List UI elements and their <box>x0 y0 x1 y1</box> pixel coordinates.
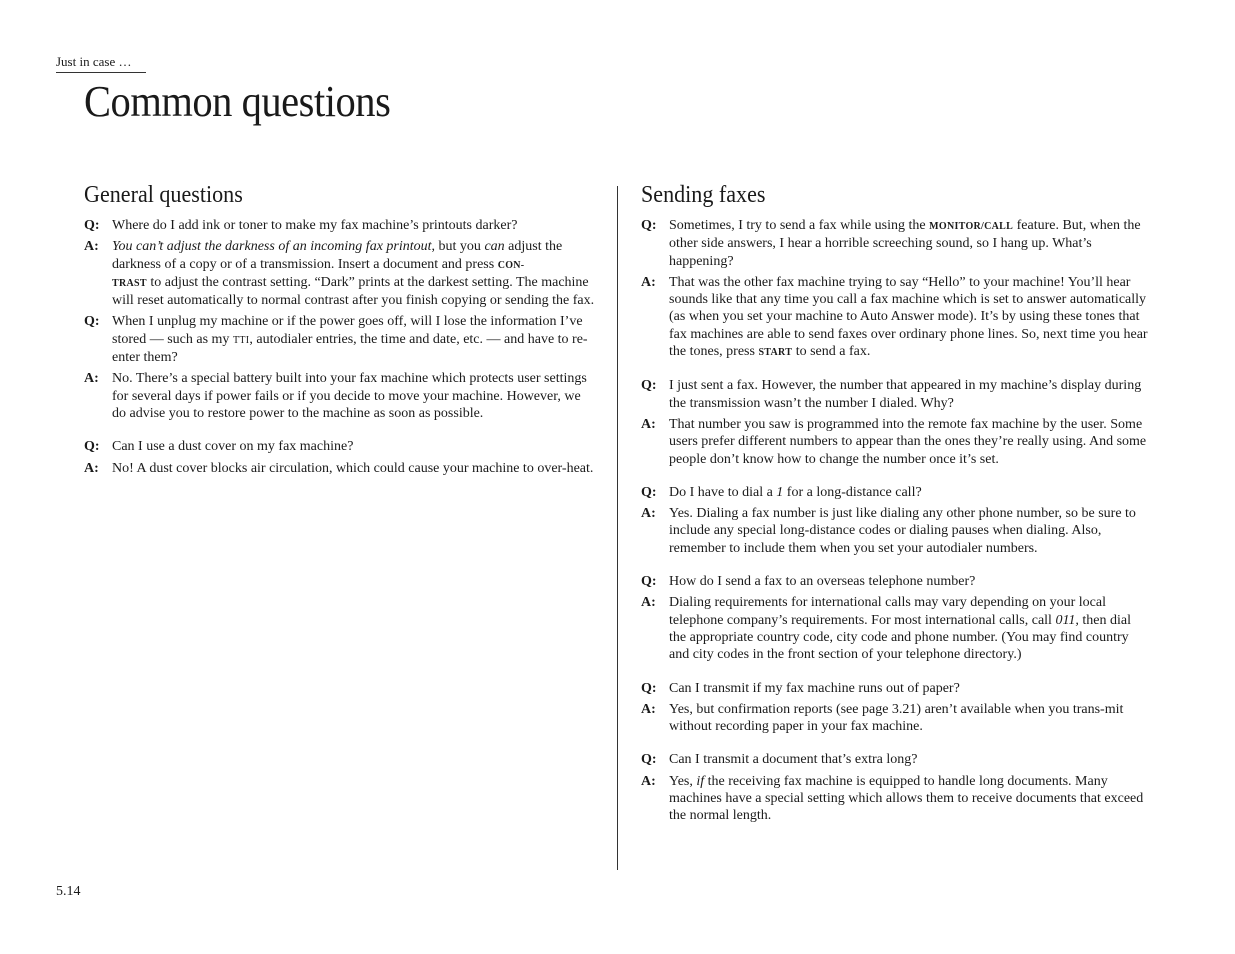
question-row <box>84 313 596 366</box>
answer-text <box>112 238 596 309</box>
a-label: A: <box>641 595 656 611</box>
text-run: for a long-distance call? <box>783 484 922 500</box>
q-label: Q: <box>641 574 657 590</box>
question-row <box>641 377 1149 412</box>
q-label: Q: <box>641 378 657 394</box>
answer-text <box>669 594 1149 663</box>
a-label: A: <box>84 371 99 387</box>
question-text: Where do I add ink or toner to make my fax machine’s printouts darker? <box>112 218 518 233</box>
q-label: Q: <box>84 439 100 455</box>
answer-row <box>641 274 1149 361</box>
question-text <box>669 484 1149 501</box>
text-run: Sometimes, I try to send a fax while using the <box>669 218 930 233</box>
question-text: How do I send a fax to an overseas telephone number? <box>669 574 976 590</box>
answer-text: Yes, but confirmation reports (see page 3.21) aren’t available when you trans-mit without recording paper in your fax machine. <box>669 701 1124 735</box>
qa-list <box>641 217 1149 825</box>
qa-list <box>84 217 596 477</box>
text-run: to adjust the contrast setting. “Dark” prints at the darkest setting. The machine will reset automatically to normal contrast after you finish copying or sending the fax. <box>112 274 595 309</box>
text-run: , but you <box>431 239 485 255</box>
text-run: Do I have to dial a <box>669 484 777 500</box>
page-number: 5.14 <box>56 884 81 899</box>
column-divider <box>617 186 618 870</box>
question-text: I just sent a fax. However, the number that appeared in my machine’s display during the transmission wasn’t the number I dialed. Why? <box>669 378 1142 411</box>
answer-row <box>641 416 1149 468</box>
question-text <box>669 217 1149 270</box>
q-label: Q: <box>641 680 657 696</box>
text-run: the receiving fax machine is equipped to handle long documents. Many machines have a special setting which allows them to receive documents that exceed the normal length. <box>669 773 1144 824</box>
question-row <box>641 484 1149 501</box>
text-run: adjust the darkness of a copy or of a transmission. Insert a document and press <box>112 239 563 272</box>
answer-row <box>641 594 1149 663</box>
question-row <box>641 573 1149 590</box>
emphasis: 011, <box>1055 612 1079 628</box>
question-row <box>641 751 1149 768</box>
emphasis: can <box>484 239 505 255</box>
question-text: Can I transmit if my fax machine runs out of paper? <box>669 680 960 696</box>
answer-text: That number you saw is programmed into the remote fax machine by the user. Some users prefer different numbers to appear than the ones they’re really using. And some people don’t know how to change the number once it’s set. <box>669 416 1147 467</box>
key-name: MONITOR/CALL <box>929 221 1014 232</box>
a-label: A: <box>641 416 656 432</box>
emphasis: You can’t adjust the darkness of an incoming fax printout <box>112 239 432 255</box>
answer-text: Yes. Dialing a fax number is just like dialing any other phone number, so be sure to include any special long-distance codes or dialing pauses when dialing. Also, remember to include them when you set your autodialer numbers. <box>669 506 1136 556</box>
question-text: Can I use a dust cover on my fax machine? <box>112 439 354 455</box>
text-run: Dialing requirements for international calls may vary depending on your local telephone company’s requirements. For most international calls, call <box>669 595 1106 628</box>
emphasis: 1 <box>776 484 784 500</box>
question-row <box>641 680 1149 697</box>
answer-row <box>641 773 1149 825</box>
text-run: When I unplug my machine or if the power goes off, will I lose the information I’ve stored — such as my <box>112 314 583 347</box>
question-text <box>112 313 596 366</box>
answer-row <box>84 238 596 309</box>
q-label: Q: <box>84 314 100 330</box>
q-label: Q: <box>641 218 657 233</box>
question-row <box>84 438 596 455</box>
key-name: CON- <box>497 259 525 271</box>
a-label: A: <box>641 773 656 789</box>
a-label: A: <box>641 274 656 290</box>
section-heading-general: General questions <box>84 182 243 208</box>
q-label: Q: <box>641 752 657 768</box>
answer-text <box>669 274 1149 361</box>
emphasis: if <box>696 773 705 789</box>
section-heading-sending: Sending faxes <box>641 182 766 208</box>
running-head: Just in case … <box>56 54 146 73</box>
text-run: to send a fax. <box>792 344 871 360</box>
key-name: TTI <box>232 334 250 346</box>
text-run: feature. But, when the other side answers, I hear a horrible screeching sound, so I hang up. What’s happening? <box>669 218 1141 269</box>
key-name: START <box>758 347 793 359</box>
q-label: Q: <box>84 218 100 233</box>
general-questions-column <box>84 182 596 481</box>
answer-row <box>84 460 596 477</box>
question-text: Can I transmit a document that’s extra long? <box>669 752 918 768</box>
a-label: A: <box>641 701 656 717</box>
page-title: Common questions <box>84 77 391 126</box>
text-run: That was the other fax machine trying to say “Hello” to your machine! You’ll hear sounds like that any time you call a fax machine which is set to answer automatically (as when you set your machine to Auto Answer mode). It’s by using these tones that fax machines are able to send faxes over ordinary phone lines. So, next time you hear the tones, press <box>669 274 1148 360</box>
question-row <box>641 217 1149 270</box>
answer-row <box>641 505 1149 557</box>
text-run: then dial the appropriate country code, city code and phone number. (You may find country and city codes in the front section of your telephone directory.) <box>669 612 1132 663</box>
answer-row <box>84 370 596 422</box>
answer-text: No. There’s a special battery built into your fax machine which protects user settings for several days if power fails or if you decide to move your machine. However, we do advise you to restore power to the machine as soon as possible. <box>112 371 587 421</box>
answer-text <box>669 773 1149 825</box>
answer-text: No! A dust cover blocks air circulation, which could cause your machine to over-heat. <box>112 460 594 476</box>
sending-faxes-column <box>641 182 1149 829</box>
text-run: , autodialer entries, the time and date, etc. — and have to re-enter them? <box>112 331 588 366</box>
key-name: TRAST <box>112 277 147 289</box>
question-row <box>84 217 596 234</box>
a-label: A: <box>641 506 656 522</box>
answer-row <box>641 701 1149 736</box>
q-label: Q: <box>641 484 657 500</box>
a-label: A: <box>84 239 99 255</box>
a-label: A: <box>84 460 99 476</box>
text-run: Yes, <box>669 773 697 789</box>
